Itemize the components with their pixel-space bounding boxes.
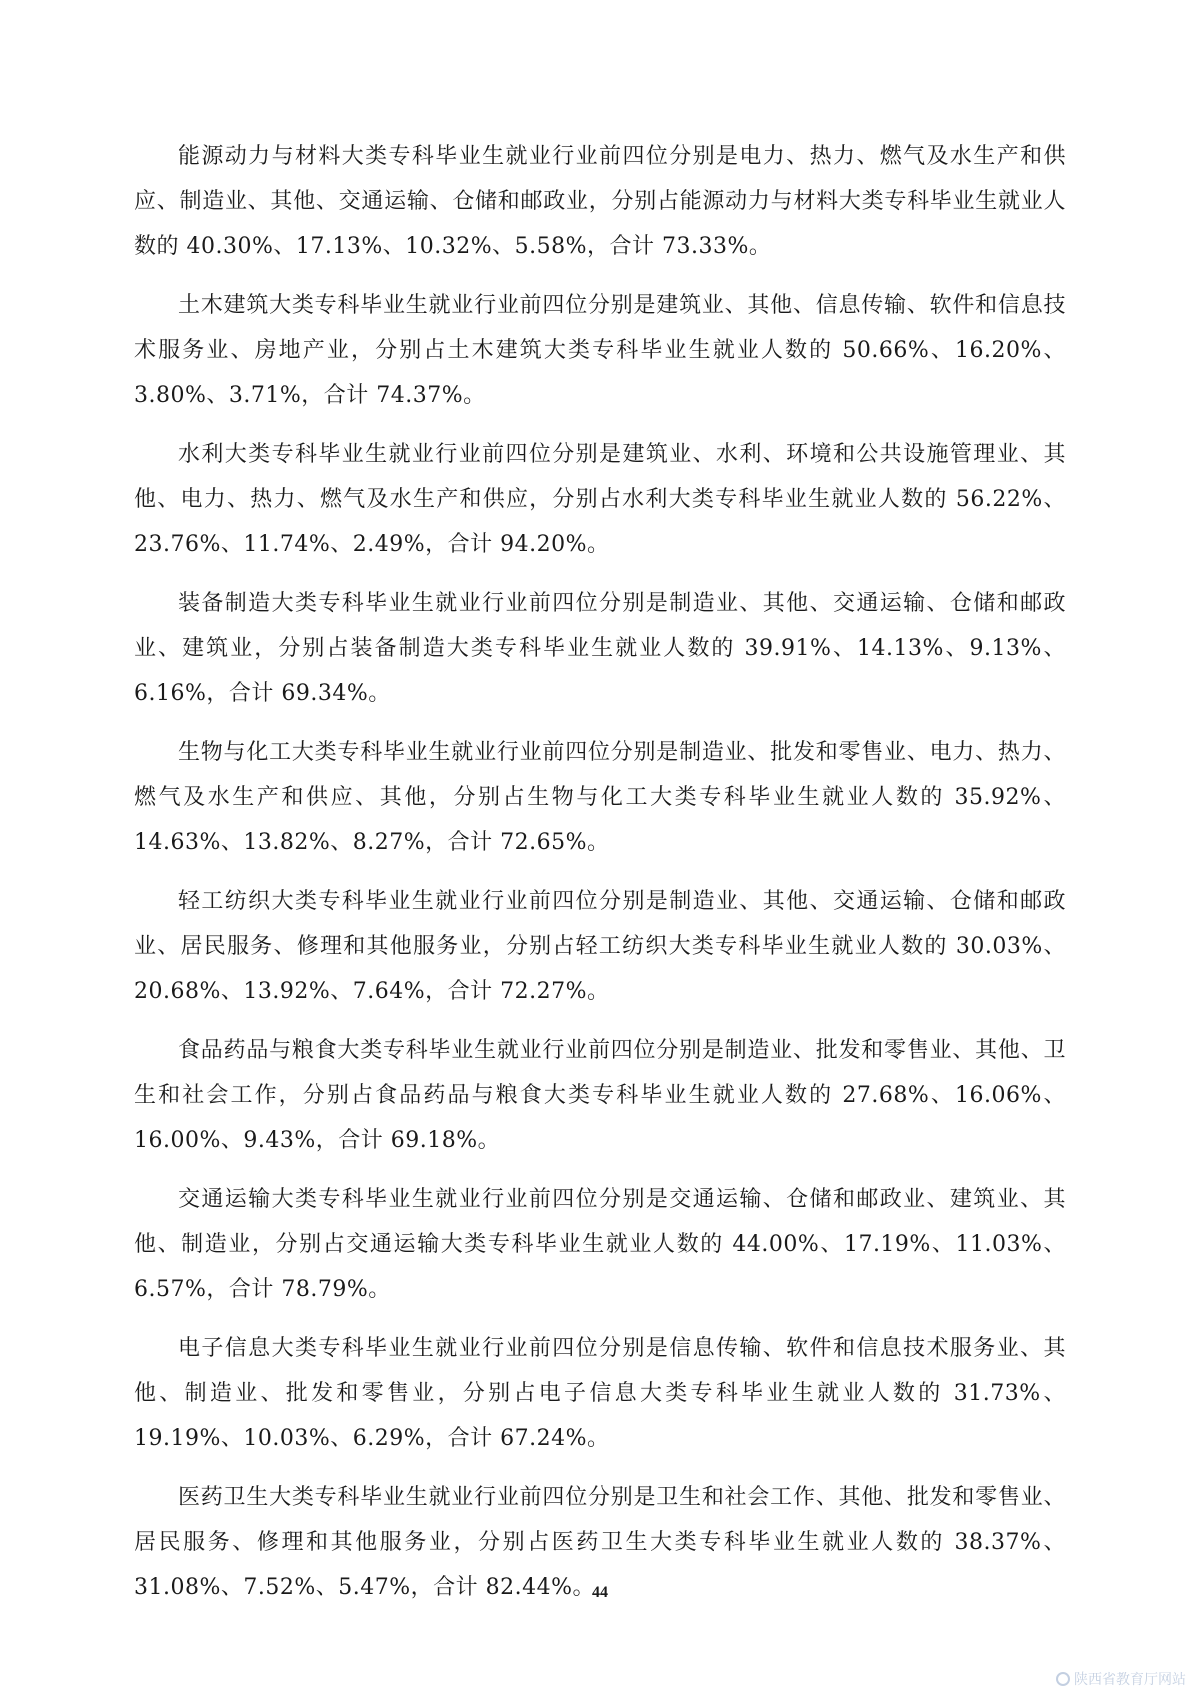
page-number: 44: [592, 1584, 608, 1601]
paragraph-equipment-manufacturing: 装备制造大类专科毕业生就业行业前四位分别是制造业、其他、交通运输、仓储和邮政业、建筑业，分别占装备制造大类专科毕业生就业人数的 39.91%、14.13%、9.13%、6.16%，合计 69.34%。: [134, 591, 1066, 706]
paragraph-energy-materials: 能源动力与材料大类专科毕业生就业行业前四位分别是电力、热力、燃气及水生产和供应、制造业、其他、交通运输、仓储和邮政业，分别占能源动力与材料大类专科毕业生就业人数的 40.30%、17.13%、10.32%、5.58%，合计 73.33%。: [134, 144, 1066, 259]
paragraph-transportation: 交通运输大类专科毕业生就业行业前四位分别是交通运输、仓储和邮政业、建筑业、其他、制造业，分别占交通运输大类专科毕业生就业人数的 44.00%、17.19%、11.03%、6.57%，合计 78.79%。: [134, 1187, 1066, 1302]
paragraph-food-drug-grain: 食品药品与粮食大类专科毕业生就业行业前四位分别是制造业、批发和零售业、其他、卫生和社会工作，分别占食品药品与粮食大类专科毕业生就业人数的 27.68%、16.06%、16.00%、9.43%，合计 69.18%。: [134, 1038, 1066, 1153]
watermark: [1056, 1669, 1186, 1689]
paragraph-electronic-information: 电子信息大类专科毕业生就业行业前四位分别是信息传输、软件和信息技术服务业、其他、制造业、批发和零售业，分别占电子信息大类专科毕业生就业人数的 31.73%、19.19%、10.03%、6.29%，合计 67.24%。: [134, 1336, 1066, 1451]
globe-icon: [1056, 1672, 1070, 1686]
paragraph-medicine-health: 医药卫生大类专科毕业生就业行业前四位分别是卫生和社会工作、其他、批发和零售业、居民服务、修理和其他服务业，分别占医药卫生大类专科毕业生就业人数的 38.37%、31.08%、7.52%、5.47%，合计 82.44%。: [134, 1485, 1066, 1600]
paragraph-civil-engineering: 土木建筑大类专科毕业生就业行业前四位分别是建筑业、其他、信息传输、软件和信息技术服务业、房地产业，分别占土木建筑大类专科毕业生就业人数的 50.66%、16.20%、3.80%、3.71%，合计 74.37%。: [134, 293, 1066, 408]
paragraph-light-textile: 轻工纺织大类专科毕业生就业行业前四位分别是制造业、其他、交通运输、仓储和邮政业、居民服务、修理和其他服务业，分别占轻工纺织大类专科毕业生就业人数的 30.03%、20.68%、13.92%、7.64%，合计 72.27%。: [134, 889, 1066, 1004]
body-text: [134, 134, 1066, 1624]
paragraph-water-conservancy: 水利大类专科毕业生就业行业前四位分别是建筑业、水利、环境和公共设施管理业、其他、电力、热力、燃气及水生产和供应，分别占水利大类专科毕业生就业人数的 56.22%、23.76%、11.74%、2.49%，合计 94.20%。: [134, 442, 1066, 557]
paragraph-biology-chemical: 生物与化工大类专科毕业生就业行业前四位分别是制造业、批发和零售业、电力、热力、燃气及水生产和供应、其他，分别占生物与化工大类专科毕业生就业人数的 35.92%、14.63%、13.82%、8.27%，合计 72.65%。: [134, 740, 1066, 855]
watermark-text: 陕西省教育厅网站: [1074, 1672, 1186, 1688]
